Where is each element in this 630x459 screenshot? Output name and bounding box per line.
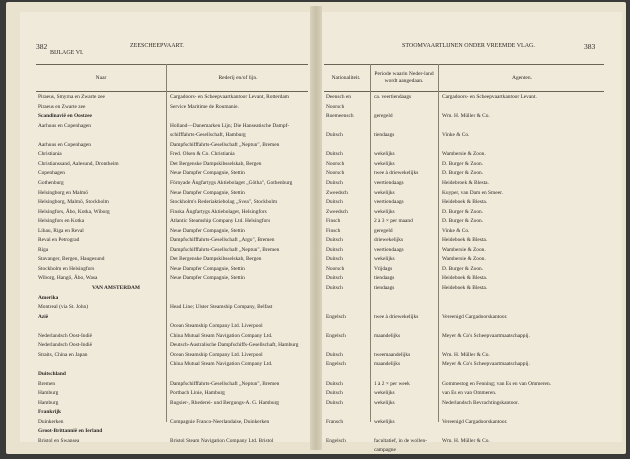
shipping-line-cell: Neue Dampfer Compagnie, Stettin — [170, 189, 245, 196]
nationality-cell: Duitsch — [326, 390, 343, 397]
right-column-divider-1 — [370, 64, 371, 422]
shipping-line-cell: Finska Ångfartygs Aktiebolaget, Helsingfors — [170, 208, 267, 215]
period-cell: wekelijks — [374, 399, 395, 406]
agents-cell: Heideboek & Blesta. — [442, 237, 488, 244]
period-cell: 1 à 2 × per week — [374, 380, 410, 387]
shipping-line-cell: Bristol Steam Navigation Company Ltd. Bristol — [170, 437, 274, 444]
period-cell: campagne — [374, 447, 396, 454]
section-heading: Groot-Brittannië en Ierland — [38, 428, 103, 435]
agents-cell: Kuyper, van Dam en Smeer. — [442, 189, 503, 196]
destination-cell: Riga — [38, 246, 49, 253]
period-cell: wekelijks — [374, 390, 395, 397]
shipping-line-cell: Service Maritime de Roumanie. — [170, 103, 239, 110]
col-header-agenten: Agenten. — [511, 74, 532, 81]
book-gutter — [310, 6, 322, 450]
period-cell: twee à driewekelijks — [374, 170, 419, 177]
period-cell: driewekelijks — [374, 237, 404, 244]
nationality-cell: Engelsch — [326, 361, 346, 368]
agents-cell: Vereenigd Cargadoorskantoor. — [442, 418, 508, 425]
agents-cell: Wm. H. Müller & Co. — [442, 113, 490, 120]
shipping-line-cell: Neue Dampfer Compagnie, Stettin — [170, 275, 245, 282]
shipping-line-cell: Holland—Danemarken Lijn; Die Hanseatische Dampf- — [170, 122, 290, 129]
right-column-divider-2 — [438, 64, 439, 422]
section-heading: Scandinavië en Oostzee — [38, 113, 92, 120]
shipping-line-cell: Neue Dampfer Compagnie, Stettin — [170, 265, 245, 272]
shipping-line-cell: Ocean Steamship Company Ltd. Liverpool — [170, 351, 263, 358]
destination-cell: Christiania — [38, 151, 62, 158]
destination-cell: Christianssand, Aalesund, Drontheim — [38, 160, 119, 167]
destination-cell: Copenhagen — [38, 170, 65, 177]
destination-cell: Wiborg, Hangö, Åbo, Wasa — [38, 275, 98, 282]
destination-cell: Bristol en Swansea — [38, 437, 80, 444]
left-table-header — [36, 64, 308, 92]
nationality-cell: Duitsch — [326, 275, 343, 282]
section-heading: Frankrijk — [38, 409, 62, 416]
destination-cell: Nederlandsch Oost-Indië — [38, 332, 93, 339]
agents-cell: D. Burger & Zoon. — [442, 160, 484, 167]
period-cell: Vrijdags — [374, 265, 393, 272]
shipping-line-cell: Det Bergenske Dampskibsselskab, Bergen — [170, 160, 262, 167]
shipping-line-cell: Deutsch-Australische Dampfschiffs-Gesellschaft, Hamburg — [170, 342, 299, 349]
col-header-nationaliteit: Nationaliteit. — [331, 74, 361, 81]
shipping-line-cell: Compagnie Franco-Neerlandaise, Duinkerken — [170, 418, 270, 425]
shipping-line-cell: Dampfschifffahrts-Gesellschaft „Argo", Bremen — [170, 237, 275, 244]
left-column-divider — [166, 64, 167, 422]
period-cell: veertiendaags — [374, 179, 404, 186]
agents-cell: D. Burger & Zoon. — [442, 218, 484, 225]
nationality-cell: Engelsch — [326, 332, 346, 339]
shipping-line-cell: Cargadoors- en Scheepvaartkantoor Levant, Rotterdam — [170, 94, 289, 100]
shipping-line-cell: Fred. Olsen & Co. Christiania — [170, 151, 235, 158]
period-cell: wekelijks — [374, 151, 395, 158]
destination-cell: Straits, China en Japan — [38, 351, 88, 358]
period-cell: twee à driewekelijks — [374, 313, 419, 320]
nationality-cell: Finsch — [326, 227, 341, 234]
left-section-label: BIJLAGE VI. — [50, 50, 84, 56]
shipping-line-cell: Ocean Steamship Company Ltd. Liverpool — [170, 323, 263, 330]
nationality-cell: Roemeensch — [326, 113, 354, 120]
nationality-cell: Fransch — [326, 418, 344, 425]
agents-cell: Wm. H. Müller & Co. — [442, 437, 490, 444]
destination-cell: Piraeus en Zwarte zee — [38, 103, 86, 110]
nationality-cell: Engelsch — [326, 313, 346, 320]
section-heading: Amerika — [38, 294, 59, 301]
period-cell: maandelijks — [374, 361, 401, 368]
destination-cell: Helsingfors, Åbo, Kotka, Wiborg — [38, 208, 110, 215]
period-cell: veertiendaags — [374, 199, 404, 206]
nationality-cell: Duitsch — [326, 380, 343, 387]
period-cell: geregeld — [374, 113, 393, 120]
left-page — [20, 12, 310, 442]
destination-cell: Bremen — [38, 380, 56, 387]
nationality-cell: Noorsch — [326, 265, 345, 272]
shipping-line-cell: China Mutual Steam Navigation Company Ltd. — [170, 361, 273, 368]
agents-cell: Heideboek & Blesta. — [442, 199, 488, 206]
shipping-line-cell: Atlantic Steamship Company Ltd. Helsingfors — [170, 218, 271, 225]
agents-cell: Wambersie & Zoon. — [442, 151, 486, 158]
section-heading: VAN AMSTERDAM — [92, 285, 140, 291]
nationality-cell: Deensch en — [326, 94, 351, 100]
period-cell: tiendaags — [374, 132, 395, 139]
nationality-cell: Noorsch — [326, 160, 345, 167]
agents-cell: Wambersie & Zoon. — [442, 256, 486, 263]
destination-cell: Stavanger, Bergen, Haugesund — [38, 256, 105, 263]
nationality-cell: Finsch — [326, 218, 341, 225]
agents-cell: Gommestog en Fenning; van Es en van Ommeren. — [442, 380, 551, 387]
shipping-line-cell: Portbach Linie, Hamburg — [170, 390, 225, 397]
shipping-line-cell: Det Bergenske Dampskibsselskab, Bergen — [170, 256, 262, 263]
shipping-line-cell: Neue Dampfer Compagnie, Stettin — [170, 227, 245, 234]
left-running-title: ZEESCHEEPVAART. — [130, 43, 184, 49]
period-cell: wekelijks — [374, 418, 395, 425]
period-cell: facultatief, in de wollen- — [374, 437, 427, 444]
period-cell: tiendaags — [374, 285, 395, 291]
destination-cell: Aarhuus en Copenhagen — [38, 122, 91, 129]
section-heading: Azië — [38, 313, 49, 320]
agents-cell: Meyer & Co's Scheepvaartmaatschappij. — [442, 332, 530, 339]
shipping-line-cell: Dampfschifffahrts-Gesellschaft „Neptun", Bremen — [170, 141, 280, 148]
agents-cell: Wambersie & Zoon. — [442, 246, 486, 253]
right-page-number: 383 — [584, 42, 596, 51]
destination-cell: Hamburg — [38, 399, 59, 406]
nationality-cell: Engelsch — [326, 437, 346, 444]
nationality-cell: Zweedsch — [326, 189, 348, 196]
nationality-cell: Duitsch — [326, 351, 343, 358]
agents-cell: D. Burger & Zoon. — [442, 208, 484, 215]
shipping-line-cell: Neue Dampfer Compagnie, Stettin — [170, 170, 245, 177]
nationality-cell: Duitsch — [326, 179, 343, 186]
destination-cell: Helsingborg, Malmö, Stockholm — [38, 199, 109, 206]
agents-cell: Vinke & Co. — [442, 132, 470, 139]
destination-cell: Nederlandsch Oost-Indië — [38, 342, 93, 349]
destination-cell: Duinkerken — [38, 418, 64, 425]
col-header-rederij: Rederij en/of lijn. — [218, 74, 258, 81]
shipping-line-cell: Dampfschifffahrts-Gesellschaft „Neptun", Bremen — [170, 246, 280, 253]
nationality-cell: Duitsch — [326, 237, 343, 244]
agents-cell: Heidebroek & Blesta. — [442, 179, 489, 186]
col-header-naar: Naar — [95, 74, 107, 81]
period-cell: maandelijks — [374, 332, 401, 339]
nationality-cell: Duitsch — [326, 246, 343, 253]
right-table-header — [324, 64, 604, 92]
nationality-cell: Noorsch — [326, 170, 345, 177]
destination-cell: Aarhuus en Copenhagen — [38, 141, 91, 148]
destination-cell: Stockholm en Helsingfors — [38, 265, 95, 272]
agents-cell: Nederlandsch Bevrachtingskantoor. — [442, 399, 519, 406]
shipping-line-cell: Dampfschifffahrts-Gesellschaft „Neptun", Bremen — [170, 380, 280, 387]
right-page — [322, 12, 622, 454]
destination-cell: Hamburg — [38, 390, 59, 397]
nationality-cell: Duitsch — [326, 256, 343, 263]
period-cell: 2 à 3 × per maand — [374, 218, 413, 225]
agents-cell: Wm. H. Müller & Co. — [442, 351, 490, 358]
destination-cell: Reval en Petrograd — [38, 237, 80, 244]
nationality-cell: Duitsch — [326, 285, 343, 291]
agents-cell: Cargadoors- en Scheepvaartkantoor Levant. — [442, 94, 537, 100]
destination-cell: Gothenburg — [38, 179, 64, 186]
agents-cell: D. Burger & Zoon. — [442, 170, 484, 177]
period-cell: geregeld — [374, 227, 393, 234]
shipping-line-cell: Bugsier-, Rhederei- und Bergungs-A. G. Hamburg — [170, 399, 279, 406]
nationality-cell: Duitsch — [326, 151, 343, 158]
nationality-cell: Duitsch — [326, 199, 343, 206]
period-cell: wekelijks — [374, 160, 395, 167]
right-running-title: STOOMVAARTLIJNEN ONDER VREEMDE VLAG. — [402, 43, 535, 49]
period-cell: tiendaags — [374, 275, 395, 282]
col-header-periode: Periode waarin Neder-land wordt aangedaan. — [374, 71, 434, 84]
period-cell: wekelijks — [374, 208, 395, 215]
period-cell: wekelijks — [374, 189, 395, 196]
agents-cell: van Es en van Ommeren. — [442, 390, 497, 397]
shipping-line-cell: schifffahrts-Gesellschaft, Hamburg — [170, 132, 246, 139]
agents-cell: Meyer & Co's Scheepvaartmaatschappij. — [442, 361, 530, 368]
shipping-line-cell: Head Line; Ulster Steamship Company, Belfast — [170, 304, 273, 311]
period-cell: ca. veertiendaags — [374, 94, 412, 100]
section-heading: Duitschland — [38, 370, 66, 377]
destination-cell: Libau, Riga en Reval — [38, 227, 84, 234]
agents-cell: Heideboek & Blesta. — [442, 285, 488, 291]
destination-cell: Montreal (via St. John) — [38, 304, 89, 311]
agents-cell: Vinke & Co. — [442, 227, 470, 234]
book-spread — [6, 2, 626, 454]
nationality-cell: Duitsch — [326, 132, 343, 139]
shipping-line-cell: Förnyade Ångfartygs Aktiebolaget „Götha", Gothenburg — [170, 179, 293, 186]
destination-cell: Helsingfors en Kotka — [38, 218, 85, 225]
nationality-cell: Noorsch — [326, 103, 345, 110]
period-cell: tweemaandelijks — [374, 351, 411, 358]
agents-cell: Vereenigd Cargadoorskantoor. — [442, 313, 508, 320]
nationality-cell: Duitsch — [326, 399, 343, 406]
period-cell: wekelijks — [374, 256, 395, 263]
destination-cell: Piraeus, Smyrna en Zwarte zee — [38, 94, 105, 100]
period-cell: veertiendaags — [374, 246, 404, 253]
shipping-line-cell: Stockholm's Rederiaktiebolag „Svea", Stockholm — [170, 199, 278, 206]
agents-cell: Heideboek & Blesta. — [442, 275, 488, 282]
agents-cell: D. Burger & Zoon. — [442, 265, 484, 272]
destination-cell: Helsingborg en Malmö — [38, 189, 88, 196]
left-page-number: 382 — [36, 42, 48, 51]
shipping-line-cell: China Mutual Steam Navigation Company Ltd. — [170, 332, 273, 339]
nationality-cell: Zweedsch — [326, 208, 348, 215]
